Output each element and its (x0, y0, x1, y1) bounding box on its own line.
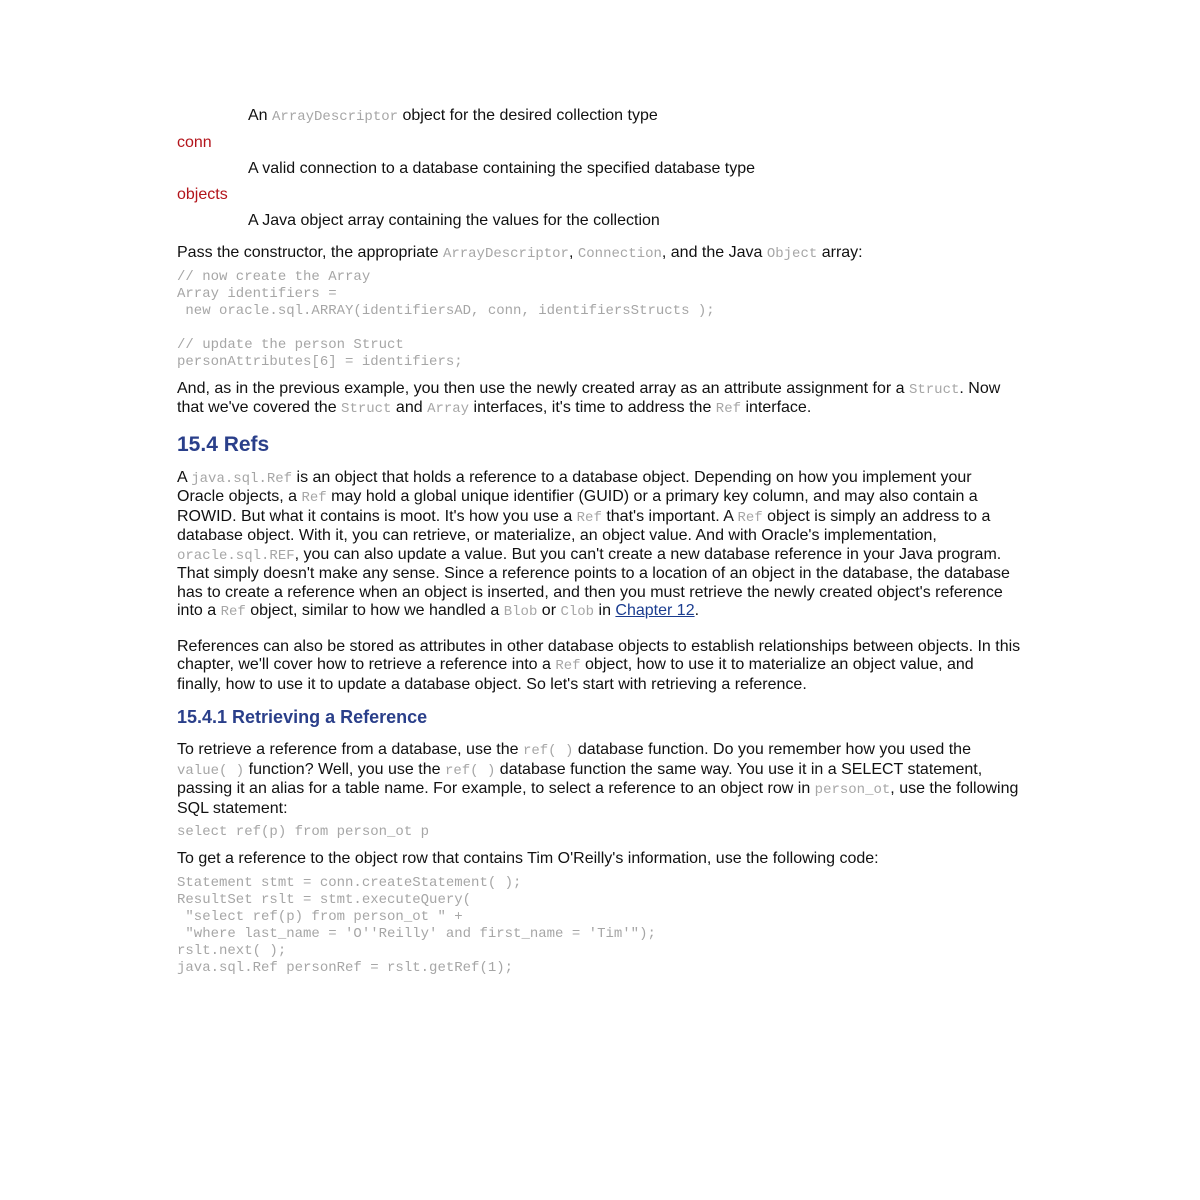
paragraph-attribute-assignment: And, as in the previous example, you then use the newly created array as an attribute assignment for a Struct. Now that we've covered the Struct and Array interfaces, it's time to address the Ref interface. (177, 379, 1001, 417)
inline-code: ArrayDescriptor (442, 246, 569, 262)
definition-term-objects: objects (177, 186, 228, 203)
inline-code: Ref (555, 658, 581, 674)
inline-code: Connection (577, 246, 662, 262)
paragraph-constructor: Pass the constructor, the appropriate ArrayDescriptor, Connection, and the Java Object array: (177, 244, 863, 262)
chapter-12-link[interactable]: Chapter 12 (615, 602, 695, 619)
paragraph-retrieve-reference: To retrieve a reference from a database, use the ref( ) database function. Do you remember how you used the value( ) function? Well, you use the ref( ) database function the same way. You use it in a SELECT statement, passing it an alias for a table name. For example, to select a reference to an object row in person_ot, use the following SQL statement: (177, 741, 1019, 817)
definition-desc-objects: A Java object array containing the values for the collection (248, 212, 660, 229)
inline-code: oracle.sql.REF (177, 547, 295, 564)
code-block-array: // now create the Array Array identifiers = new oracle.sql.ARRAY(identifiersAD, conn, identifiersStructs ); // update the person Struct personAttributes[6] = identifiers; (177, 268, 715, 370)
inline-code: Ref (576, 509, 602, 526)
inline-code: ref( ) (444, 762, 496, 779)
inline-code: Blob (503, 604, 538, 620)
section-heading: 15.4 Refs (177, 432, 270, 456)
definition-desc-array-descriptor: An ArrayDescriptor object for the desired collection type (248, 107, 658, 125)
inline-code: java.sql.Ref (191, 470, 293, 487)
paragraph-refs-intro: A java.sql.Ref is an object that holds a reference to a database object. Depending on how you implement your Oracle objects, a Ref may hold a global unique identifier (GUID) or a primary key column, and may also contain a ROWID. But what it contains is moot. It's how you use a Ref that's important. A Ref object is simply an address to a database object. With it, you can retrieve, or materialize, an object value. And with Oracle's implementation, oracle.sql.REF, you can also update a value. But you can't create a new database reference in your Java program. That simply doesn't make any sense. Since a reference points to a location of an object in the database, the database has to create a reference when an object is inserted, and then you must retrieve the newly created object's reference into a Ref object, similar to how we handled a Blob or Clob in Chapter 12. (177, 468, 1010, 620)
definition-term-conn: conn (177, 134, 212, 151)
inline-code: Ref (715, 401, 742, 417)
paragraph-get-reference: To get a reference to the object row that contains Tim O'Reilly's information, use the following code: (177, 850, 879, 867)
inline-code: Object (766, 246, 818, 262)
paragraph-references-attributes: References can also be stored as attributes in other database objects to establish relationships between objects. In this chapter, we'll cover how to retrieve a reference into a Ref object, how to use it to materialize an object value, and finally, how to use it to update a database object. So let's start with retrieving a reference. (177, 637, 1021, 693)
inline-code: Clob (560, 604, 595, 620)
inline-code: Struct (908, 381, 960, 398)
definition-desc-conn: A valid connection to a database containing the specified database type (248, 160, 756, 177)
subsection-heading: 15.4.1 Retrieving a Reference (177, 707, 428, 727)
inline-code: Struct (341, 401, 392, 417)
inline-code: Array (427, 401, 470, 417)
inline-code: Ref (301, 490, 327, 506)
inline-code: person_ot (814, 782, 891, 798)
code-block-select-ref: select ref(p) from person_ot p (177, 824, 430, 840)
inline-code: ArrayDescriptor (272, 109, 399, 125)
inline-code: Ref (220, 604, 246, 620)
code-block-get-ref: Statement stmt = conn.createStatement( ); ResultSet rslt = stmt.executeQuery( "select ref(p) from person_ot " + "where last_name = 'O''Reilly' and first_name = 'Tim'"); rslt.next( ); java.sql.Ref personRef = rslt.getRef(1); (177, 874, 656, 976)
inline-code: ref( ) (522, 743, 574, 759)
inline-code: Ref (737, 509, 763, 526)
document-page (177, 106, 1022, 977)
inline-code: value( ) (177, 762, 245, 779)
